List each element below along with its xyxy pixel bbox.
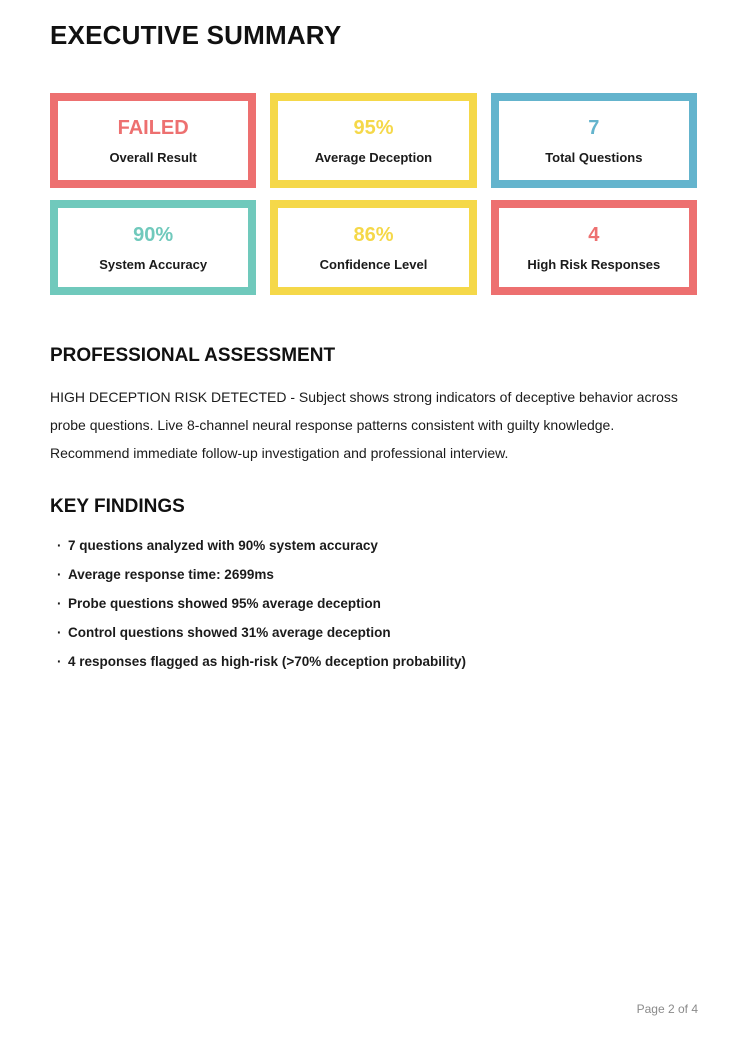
stat-card bbox=[50, 200, 256, 295]
finding-text: Control questions showed 31% average deception bbox=[68, 625, 391, 640]
stat-label: Total Questions bbox=[545, 149, 643, 165]
assessment-body-text: HIGH DECEPTION RISK DETECTED - Subject shows strong indicators of deceptive behavior across probe questions. Live 8-channel neural response patterns consistent with guilty knowledge. Recommend immediate follow-up investigation and professional interview. bbox=[50, 389, 678, 461]
stat-label: Confidence Level bbox=[319, 256, 428, 272]
page-number: Page 2 of 4 bbox=[636, 1002, 698, 1016]
bullet-icon: · bbox=[57, 596, 62, 611]
stat-value: 90% bbox=[133, 223, 174, 246]
stat-card bbox=[491, 93, 697, 188]
stat-value: FAILED bbox=[117, 116, 189, 139]
stat-value: 86% bbox=[353, 223, 394, 246]
finding-text: 7 questions analyzed with 90% system accuracy bbox=[68, 538, 378, 553]
findings-heading: KEY FINDINGS bbox=[50, 496, 185, 517]
stat-card bbox=[491, 200, 697, 295]
finding-item bbox=[57, 624, 697, 641]
bullet-icon: · bbox=[57, 567, 62, 582]
stat-card bbox=[270, 93, 476, 188]
bullet-icon: · bbox=[57, 625, 62, 640]
stat-value: 4 bbox=[588, 223, 600, 246]
assessment-heading: PROFESSIONAL ASSESSMENT bbox=[50, 345, 336, 366]
stat-label: High Risk Responses bbox=[527, 256, 661, 272]
finding-item bbox=[57, 595, 697, 612]
stat-card bbox=[50, 93, 256, 188]
stat-label: System Accuracy bbox=[99, 256, 208, 272]
findings-list bbox=[50, 537, 697, 670]
finding-text: Average response time: 2699ms bbox=[68, 567, 274, 582]
finding-text: Probe questions showed 95% average deception bbox=[68, 596, 381, 611]
stat-label: Average Deception bbox=[314, 149, 433, 165]
stat-card bbox=[270, 200, 476, 295]
stat-label: Overall Result bbox=[109, 149, 197, 165]
finding-item bbox=[57, 653, 697, 670]
stat-value: 7 bbox=[588, 116, 600, 139]
bullet-icon: · bbox=[57, 654, 62, 669]
finding-item bbox=[57, 566, 697, 583]
page-title: EXECUTIVE SUMMARY bbox=[50, 20, 342, 50]
finding-item bbox=[57, 537, 697, 554]
stat-cards-grid bbox=[50, 93, 697, 295]
bullet-icon: · bbox=[57, 538, 62, 553]
finding-text: 4 responses flagged as high-risk (>70% deception probability) bbox=[68, 654, 466, 669]
stat-value: 95% bbox=[353, 116, 394, 139]
